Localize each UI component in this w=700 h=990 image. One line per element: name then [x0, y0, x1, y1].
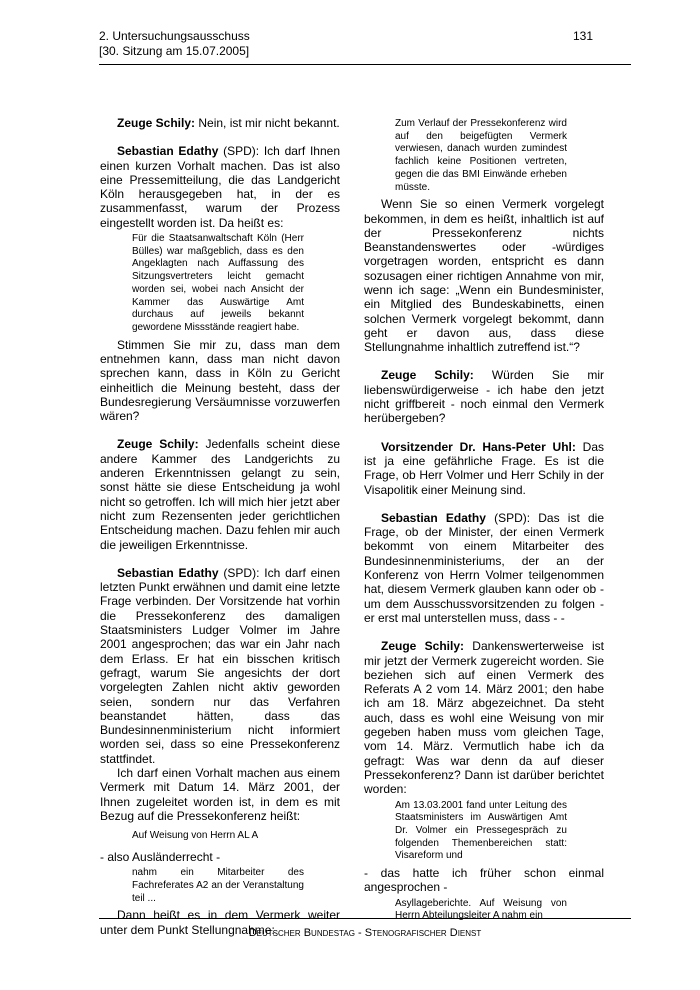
paragraph: Dann heißt es in dem Vermerk weiter unter dem Punkt Stellungnahme: [100, 908, 340, 937]
paragraph: - das hatte ich früher schon einmal angesprochen - [364, 866, 604, 895]
speaker-name: Zeuge Schily: [381, 639, 464, 654]
page-footer: Deutscher Bundestag - Stenografischer Dienst [248, 927, 482, 939]
committee-name: 2. Untersuchungsausschuss [99, 29, 250, 43]
paragraph: Sebastian Edathy (SPD): Das ist die Frage, ob der Minister, der einen Vermerk bekommt von einem Mitarbeiter des Bundesinnenministeriums, der an der Konferenz von Herrn Volmer teilgenommen hat, diesem Vermerk glauben kann oder ob - um dem Ausschussvorsitzenden zu folgen - er erst mal unterstellen muss, dass - - [364, 510, 604, 625]
quote-block: Zum Verlauf der Pressekonferenz wird auf den beigefügten Vermerk verwiesen, danach wurden zumindest fachlich keine Positionen vertreten, gegen die das BMI Einwände erheben müsste. [395, 118, 567, 193]
footer-rule [99, 918, 631, 919]
quote-block: Auf Weisung von Herrn AL A [132, 830, 259, 842]
paragraph: Zeuge Schily: Würden Sie mir liebenswürdigerweise - ich habe den jetzt nicht griffbereit - noch einmal den Vermerk herübergeben? [364, 368, 604, 426]
header-rule [99, 64, 631, 65]
speaker-name: Zeuge Schily: [117, 437, 199, 452]
speaker-name: Sebastian Edathy [117, 565, 219, 580]
right-column [364, 118, 604, 926]
paragraph: Sebastian Edathy (SPD): Ich darf einen letzten Punkt erwähnen und damit eine letzte Frage verbinden. Der Vorsitzende hat vorhin die Pressekonferenz des damaligen Staatsministers Ludger Volmer im Jahre 2001 angesprochen; das war ein Jahr nach dem Erlass. Er hat ein bisschen kritisch gefragt, warum Sie angesichts der dort vorgelegten Zahlen nicht aktiv geworden seien, sondern nur das Verfahren beanstandet hätten, dass das Bundesinnenministerium nicht informiert worden sei, dass so eine Pressekonferenz stattfindet. [100, 565, 340, 766]
paragraph: Zeuge Schily: Nein, ist mir nicht bekannt. [117, 116, 340, 130]
paragraph: Ich darf einen Vorhalt machen aus einem Vermerk mit Datum 14. März 2001, der Ihnen zugeleitet worden ist, in dem es mit Bezug auf die Pressekonferenz heißt: [100, 766, 340, 823]
paragraph: - also Ausländerrecht - [100, 849, 221, 864]
page-number: 131 [573, 29, 594, 43]
speaker-name: Vorsitzender Dr. Hans-Peter Uhl: [381, 439, 576, 454]
speaker-name: Zeuge Schily: [381, 368, 474, 383]
paragraph: Zeuge Schily: Dankenswerterweise ist mir jetzt der Vermerk zugereicht worden. Sie beziehen sich auf einen Vermerk des Referats A 2 vom 14. März 2001; den habe ich am 18. März abgezeichnet. Da steht auch, dass es wohl eine Weisung von mir gegeben haben muss vom gleichen Tage, vom 14. März. Vermutlich habe ich da gefragt: Was war denn da auf dieser Pressekonferenz? Dann ist darüber berichtet worden: [364, 639, 604, 797]
paragraph: Stimmen Sie mir zu, dass man dem entnehmen kann, dass man nicht davon sprechen kann, dass in Köln zu Gericht einheitlich die Meinung besteht, dass der Bundesregierung Versäumnisse vorzuwerfen wären? [100, 337, 340, 424]
speaker-name: Zeuge Schily: [117, 116, 196, 130]
quote-block: Asyllageberichte. Auf Weisung von Herrn Abteilungsleiter A nahm ein [395, 897, 567, 922]
page-header [99, 29, 250, 59]
left-column [100, 116, 340, 937]
paragraph: Zeuge Schily: Jedenfalls scheint diese andere Kammer des Landgerichts zu anderen Erkenntnissen gelangt zu sein, sonst hätte sie diese Entscheidung ja wohl nicht so getroffen. Ich will mich hier jetzt aber nicht zum Rezensenten jeder gerichtlichen Entscheidung machen. Dazu fehlen mir auch die jeweiligen Erkenntnisse. [100, 437, 340, 552]
paragraph: Wenn Sie so einen Vermerk vorgelegt bekommen, in dem es heißt, inhaltlich ist auf der Pressekonferenz nichts Beanstandenswertes oder -würdiges vorgetragen worden, entspricht es dann sozusagen einer richtigen Annahme von mir, wenn ich sage: „Wenn ein Bundesminister, ein Mitglied des Bundeskabinetts, einen solchen Vermerk vorgelegt bekommt, dann geht er davon aus, dass diese Stellungnahme inhaltlich zutreffend ist.“? [364, 197, 604, 355]
quote-block: Am 13.03.2001 fand unter Leitung des Staatsministers im Auswärtigen Amt Dr. Volmer ein Pressegespräch zu folgenden Themenbereichen statt: Visareform und [395, 799, 567, 862]
paragraph: Vorsitzender Dr. Hans-Peter Uhl: Das ist ja eine gefährliche Frage. Es ist die Frage, ob Herr Volmer und Herr Schily in der Visapolitik einer Meinung sind. [364, 439, 604, 497]
paragraph: Sebastian Edathy (SPD): Ich darf Ihnen einen kurzen Vorhalt machen. Das ist also eine Pressemitteilung, die das Landgericht Köln herausgegeben hat, in der es zusammenfasst, warum der Prozess eingestellt worden ist. Da heißt es: [100, 144, 340, 230]
speaker-name: Sebastian Edathy [117, 144, 219, 159]
quote-block: Für die Staatsanwaltschaft Köln (Herr Bülles) war maßgeblich, dass es den Angeklagten nach Auffassung des Sitzungsvertreters leicht gemacht worden sei, wobei nach Ansicht der Kammer das Auswärtige Amt durchaus auf jeweils bekannt gewordene Missstände reagiert habe. [132, 233, 304, 333]
speaker-name: Sebastian Edathy [381, 510, 486, 525]
quote-block: nahm ein Mitarbeiter des Fachreferates A2 an der Veranstaltung teil ... [132, 867, 304, 904]
session-info: [30. Sitzung am 15.07.2005] [99, 44, 250, 58]
